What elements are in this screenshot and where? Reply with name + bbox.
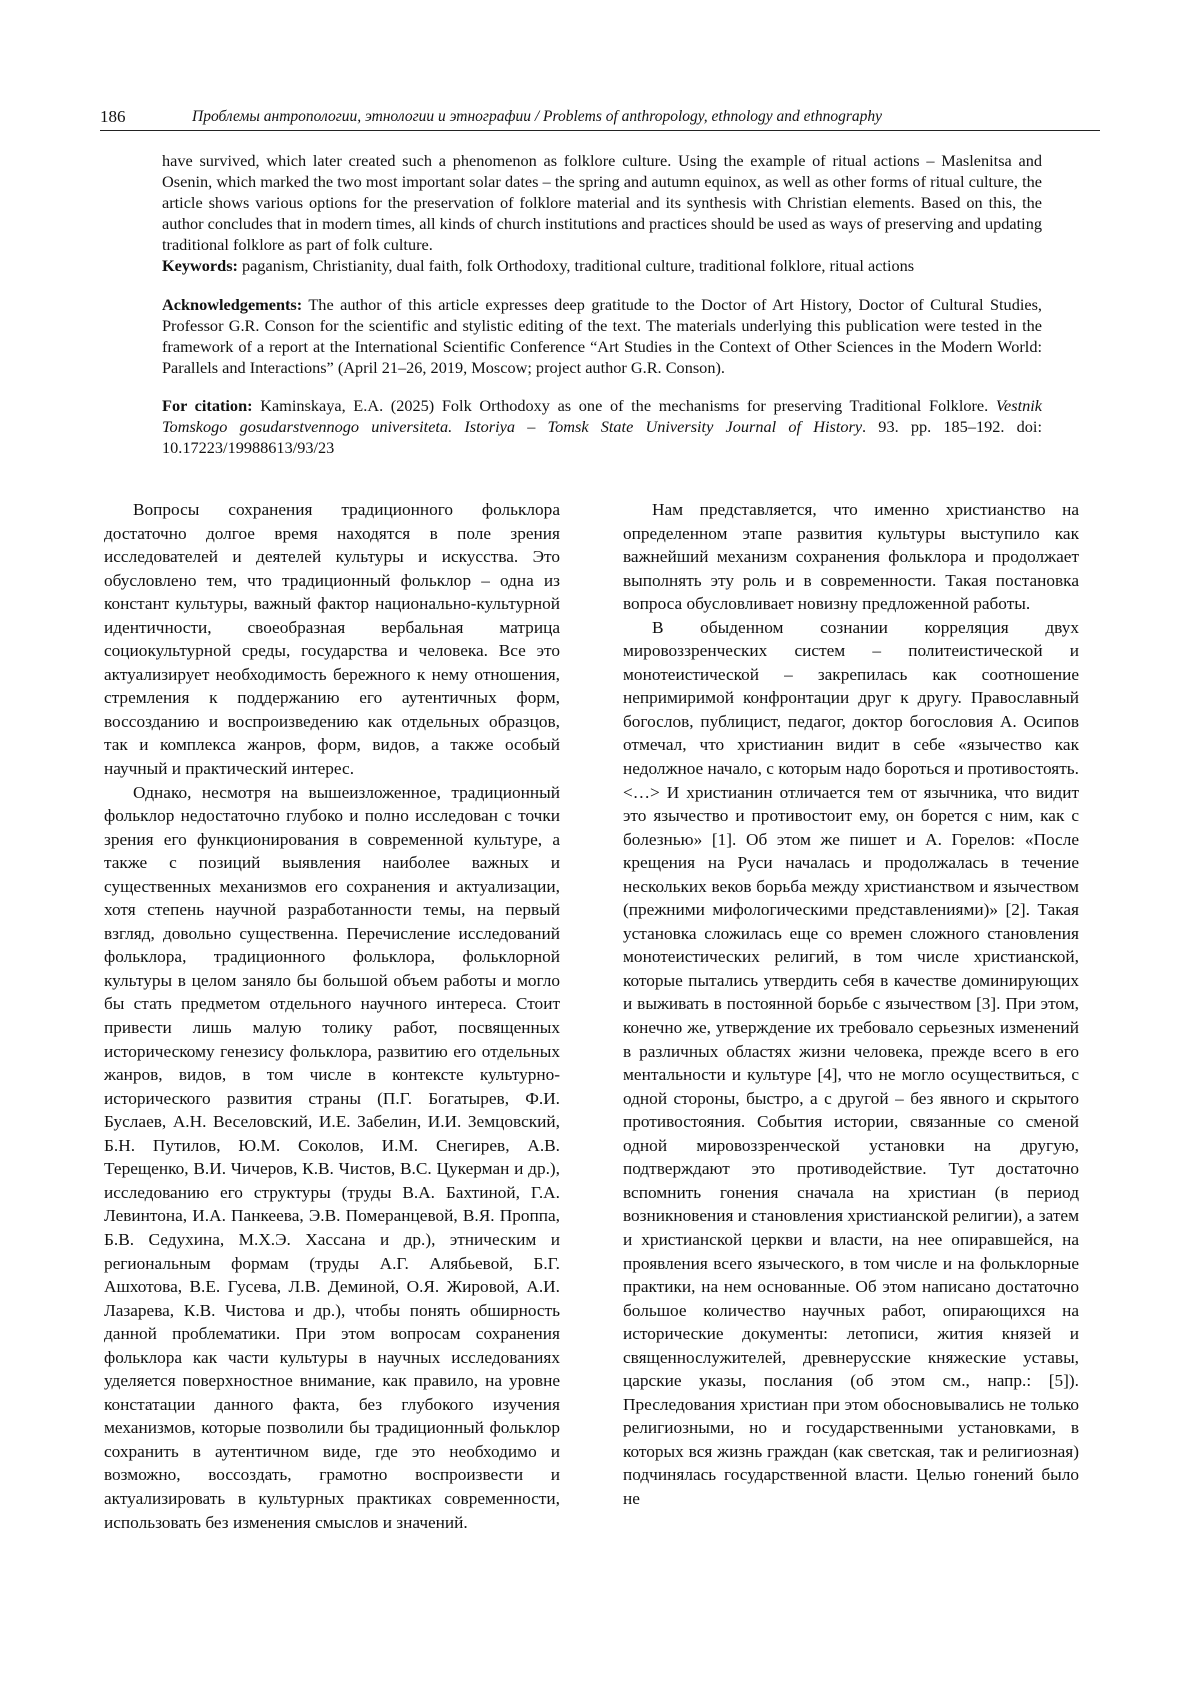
body-paragraph: Вопросы сохранения традиционного фольклора достаточно долгое время находятся в поле зрения исследователей и деятелей культуры и искусства. Это обусловлено тем, что традиционный фольклор – одна из констант культуры, важный фактор национально-культурной идентичности, своеобразная вербальная матрица социокультурной среды, государства и человека. Все это актуализирует необходимость бережного к нему отношения, стремления к поддержанию его аутентичных форм, воссозданию и воспроизведению как отдельных образцов, так и комплекса жанров, форм, видов, а также особый научный и практический интерес. bbox=[104, 500, 560, 779]
citation bbox=[162, 395, 1042, 458]
body-column-left bbox=[104, 498, 560, 1534]
citation-text-before: Kaminskaya, E.A. (2025) Folk Orthodoxy as one of the mechanisms for preserving Traditional Folklore. bbox=[252, 395, 996, 415]
body-paragraph: Однако, несмотря на вышеизложенное, традиционный фольклор недостаточно глубоко и полно исследован с точки зрения его функционирования в современной культуре, а также с позиций выявления наиболее важных и существенных механизмов его сохранения и актуализации, хотя степень научной разработанности темы, на первый взгляд, довольно существенна. Перечисление исследований фольклора, традиционного фольклора, фольклорной культуры в целом заняло бы большой объем работы и могло бы стать предметом отдельного научного интереса. Стоит привести лишь малую толику работ, посвященных историческому генезису фольклора, развитию его отдельных жанров, видов, в том числе в контексте культурно-исторического развития страны (П.Г. Богатырев, Ф.И. Буслаев, А.Н. Веселовский, И.Е. Забелин, И.И. Земцовский, Б.Н. Путилов, Ю.М. Соколов, И.М. Снегирев, А.В. Терещенко, В.И. Чичеров, К.В. Чистов, В.С. Цукерман и др.), исследованию его структуры (труды В.А. Бахтиной, Г.А. Левинтона, И.А. Панкеева, Э.В. Померанцевой, В.Я. Проппа, Б.В. Седухина, М.Х.Э. Хассана и др.), этническим и региональным формам (труды А.Г. Алябьевой, Б.Г. Ашхотова, В.Е. Гусева, Л.В. Деминой, О.Я. Жировой, А.И. Лазарева, К.В. Чистова и др.), чтобы понять обширность данной проблематики. При этом вопросам сохранения фольклора как части культуры в научных исследованиях уделяется поверхностное внимание, как правило, на уровне констатации данного факта, без глубокого изучения механизмов, которые позволили бы традиционный фольклор сохранить в аутентичном виде, где это необходимо и возможно, воссоздать, грамотно воспроизвести и актуализировать в культурных практиках современности, использовать без изменения смыслов и значений. bbox=[104, 782, 560, 1532]
keywords-label: Keywords: bbox=[162, 256, 238, 276]
running-head bbox=[100, 106, 1100, 131]
citation-journal: Vestnik Tomskogo gosudarstvennogo universiteta. Istoriya – Tomsk State University Journal of History bbox=[162, 395, 1042, 437]
citation-text-after: . 93. pp. 185–192. doi: 10.17223/19988613/93/23 bbox=[162, 417, 1042, 458]
acknowledgements bbox=[162, 294, 1042, 378]
body-paragraph: В обыденном сознании корреляция двух мировоззренческих систем – политеистической и монотеистической – закрепилась как соотношение непримиримой конфронтации друг к другу. Православный богослов, публицист, педагог, доктор богословия А. Осипов отмечал, что христианин видит в себе «язычество как недолжное начало, с которым надо бороться и противостоять. <…> И христианин отличается тем от язычника, что видит это язычество и противостоит ему, он борется с ним, как с болезнью» [1]. Об этом же пишет и А. Горелов: «После крещения на Руси началась и продолжалась в течение нескольких веков борьба между христианством и язычеством (прежними мифологическими представлениями)» [2]. Такая установка сложилась еще со времен сложного становления монотеистических религий, в том числе христианской, которые пытались утвердить себя в качестве доминирующих и выживать в постоянной борьбе с язычеством [3]. При этом, конечно же, утверждение их требовало серьезных изменений в различных областях жизни человека, прежде всего в его ментальности и культуре [4], что не могло осуществиться, с одной стороны, быстро, а с другой – без явного и скрытого противостояния. События истории, связанные со сменой одной мировоззренческой установки на другую, подтверждают это противодействие. Тут достаточно вспомнить гонения сначала на христиан (в период возникновения и становления христианской религии), а затем и христианской церкви и власти, на нее опиравшейся, на проявления всего языческого, в том числе и на фольклорные практики, на нем основанные. Об этом написано достаточно большое количество научных работ, опирающихся на исторические документы: летописи, жития князей и священнослужителей, древнерусские княжеские уставы, царские указы, послания (об этом см., напр.: [5]). Преследования христиан при этом обосновывались не только религиозными, но и государственными установками, в которых вся жизнь граждан (как светская, так и религиозная) подчинялась государственной власти. Целью гонений было не bbox=[623, 617, 1080, 1508]
keywords-line bbox=[162, 255, 1042, 276]
acknowledgements-text: The author of this article expresses deep gratitude to the Doctor of Art History, Doctor of Cultural Studies, Professor G.R. Conson for the scientific and stylistic editing of the text. The materials underlying this publication were tested in the framework of a report at the International Scientific Conference “Art Studies in the Context of Other Sciences in the Modern World: Parallels and Interactions” (April 21–26, 2019, Moscow; project author G.R. Conson). bbox=[162, 294, 1042, 377]
page-number: 186 bbox=[100, 107, 126, 126]
body-paragraph: Нам представляется, что именно христианство на определенном этапе развития культуры выступило как важнейший механизм сохранения фольклора и продолжает выполнять эту роль и в современности. Такая постановка вопроса обусловливает новизну предложенной работы. bbox=[623, 500, 1079, 614]
citation-label: For citation: bbox=[162, 395, 253, 415]
abstract-block bbox=[162, 150, 1042, 458]
body-column-right bbox=[623, 498, 1079, 1511]
journal-title: Проблемы антропологии, этнологии и этнографии / Problems of anthropology, ethnology and ethnography bbox=[192, 108, 882, 125]
acknowledgements-label: Acknowledgements: bbox=[162, 294, 303, 314]
keywords-text: paganism, Christianity, dual faith, folk Orthodoxy, traditional culture, traditional folklore, ritual actions bbox=[237, 256, 915, 276]
abstract-continuation: have survived, which later created such a phenomenon as folklore culture. Using the example of ritual actions – Maslenitsa and Osenin, which marked the two most important solar dates – the spring and autumn equinox, as well as other forms of ritual culture, the article shows various options for the preservation of folklore material and its synthesis with Christian elements. Based on this, the author concludes that in modern times, all kinds of church institutions and practices should be used as ways of preserving and updating traditional folklore as part of folk culture. bbox=[162, 151, 1042, 255]
